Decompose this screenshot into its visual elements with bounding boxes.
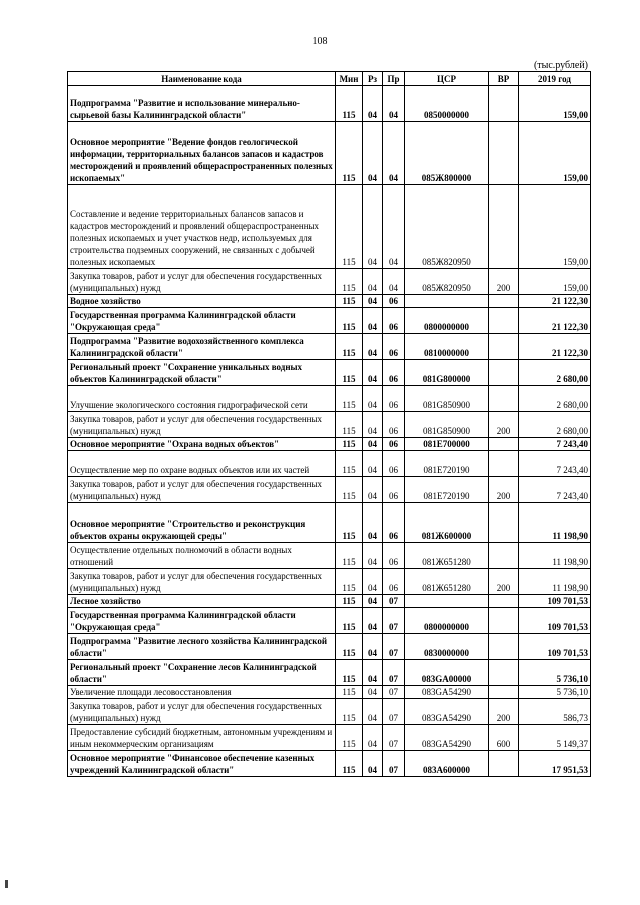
table-row (68, 295, 591, 308)
row-min: 115 (336, 699, 363, 725)
header-year: 2019 год (519, 72, 591, 86)
row-amount: 11 198,90 (519, 503, 591, 543)
row-vr (489, 308, 519, 334)
table-row (68, 122, 591, 185)
row-rz: 04 (363, 122, 383, 185)
row-amount: 2 680,00 (519, 360, 591, 386)
row-rz: 04 (363, 86, 383, 122)
row-rz: 04 (363, 438, 383, 451)
row-vr (489, 660, 519, 686)
row-name: Государственная программа Калининградской области "Окружающая среда" (68, 608, 336, 634)
row-name: Региональный проект "Сохранение уникальных водных объектов Калининградской области" (68, 360, 336, 386)
row-min: 115 (336, 438, 363, 451)
header-vr: ВР (489, 72, 519, 86)
row-rz: 04 (363, 543, 383, 569)
row-csr: 0850000000 (405, 86, 489, 122)
row-vr (489, 438, 519, 451)
row-amount: 21 122,30 (519, 295, 591, 308)
row-pr: 06 (383, 334, 405, 360)
header-csr: ЦСР (405, 72, 489, 86)
page-number: 108 (312, 36, 328, 47)
row-min: 115 (336, 360, 363, 386)
row-csr: 081Е700000 (405, 438, 489, 451)
row-csr: 081G800000 (405, 360, 489, 386)
table-row (68, 543, 591, 569)
row-vr (489, 595, 519, 608)
row-pr: 06 (383, 308, 405, 334)
row-min: 115 (336, 595, 363, 608)
row-rz: 04 (363, 295, 383, 308)
row-name: Региональный проект "Сохранение лесов Калининградской области" (68, 660, 336, 686)
row-amount: 2 680,00 (519, 386, 591, 412)
header-min: Мин (336, 72, 363, 86)
row-min: 115 (336, 477, 363, 503)
row-csr: 083GA54290 (405, 725, 489, 751)
row-min: 115 (336, 543, 363, 569)
row-csr: 083А600000 (405, 751, 489, 777)
row-amount: 7 243,40 (519, 451, 591, 477)
row-amount: 159,00 (519, 86, 591, 122)
row-rz: 04 (363, 269, 383, 295)
table-row (68, 412, 591, 438)
row-rz: 04 (363, 412, 383, 438)
row-min: 115 (336, 185, 363, 269)
row-min: 115 (336, 295, 363, 308)
row-amount: 17 951,53 (519, 751, 591, 777)
row-name: Подпрограмма "Развитие лесного хозяйства Калининградской области" (68, 634, 336, 660)
row-vr (489, 185, 519, 269)
row-rz: 04 (363, 451, 383, 477)
row-rz: 04 (363, 634, 383, 660)
row-csr (405, 295, 489, 308)
row-name: Закупка товаров, работ и услуг для обеспечения государственных (муниципальных) нужд (68, 477, 336, 503)
row-vr (489, 543, 519, 569)
row-name: Составление и ведение территориальных балансов запасов и кадастров месторождений и проявлений общераспространенных полезных ископаемых и учет участков недр, используемых для строительства подземных сооружений, не связанных с добычей полезных ископаемых (68, 185, 336, 269)
row-name: Подпрограмма "Развитие и использование минерально-сырьевой базы Калининградской области" (68, 86, 336, 122)
row-min: 115 (336, 503, 363, 543)
row-rz: 04 (363, 477, 383, 503)
row-csr: 0800000000 (405, 608, 489, 634)
row-name: Увеличение площади лесовосстановления (68, 686, 336, 699)
row-vr (489, 451, 519, 477)
row-pr: 07 (383, 595, 405, 608)
row-rz: 04 (363, 699, 383, 725)
row-name: Государственная программа Калининградской области "Окружающая среда" (68, 308, 336, 334)
scan-mark (5, 880, 8, 888)
row-vr (489, 751, 519, 777)
row-rz: 04 (363, 660, 383, 686)
row-amount: 5 149,37 (519, 725, 591, 751)
table-row (68, 451, 591, 477)
header-pr: Пр (383, 72, 405, 86)
row-name: Закупка товаров, работ и услуг для обеспечения государственных (муниципальных) нужд (68, 412, 336, 438)
row-min: 115 (336, 386, 363, 412)
row-name: Лесное хозяйство (68, 595, 336, 608)
row-pr: 04 (383, 185, 405, 269)
row-amount: 11 198,90 (519, 543, 591, 569)
row-rz: 04 (363, 569, 383, 595)
row-csr (405, 595, 489, 608)
row-amount: 109 701,53 (519, 608, 591, 634)
row-vr (489, 634, 519, 660)
row-vr: 200 (489, 269, 519, 295)
row-min: 115 (336, 634, 363, 660)
row-amount: 7 243,40 (519, 477, 591, 503)
table-row (68, 438, 591, 451)
row-min: 115 (336, 660, 363, 686)
row-name: Осуществление мер по охране водных объектов или их частей (68, 451, 336, 477)
row-rz: 04 (363, 725, 383, 751)
table-row (68, 308, 591, 334)
row-min: 115 (336, 569, 363, 595)
row-rz: 04 (363, 308, 383, 334)
row-pr: 07 (383, 699, 405, 725)
row-amount: 5 736,10 (519, 686, 591, 699)
row-min: 115 (336, 686, 363, 699)
row-csr: 081Ж651280 (405, 543, 489, 569)
row-vr (489, 122, 519, 185)
row-pr: 06 (383, 386, 405, 412)
row-min: 115 (336, 451, 363, 477)
row-min: 115 (336, 608, 363, 634)
row-pr: 06 (383, 477, 405, 503)
row-vr: 200 (489, 699, 519, 725)
table-row (68, 386, 591, 412)
row-pr: 04 (383, 86, 405, 122)
row-amount: 109 701,53 (519, 595, 591, 608)
row-amount: 159,00 (519, 269, 591, 295)
row-amount: 21 122,30 (519, 334, 591, 360)
row-csr: 0830000000 (405, 634, 489, 660)
row-amount: 7 243,40 (519, 438, 591, 451)
table-row (68, 477, 591, 503)
row-amount: 11 198,90 (519, 569, 591, 595)
row-amount: 159,00 (519, 185, 591, 269)
row-pr: 06 (383, 503, 405, 543)
row-csr: 0800000000 (405, 308, 489, 334)
units-label: (тыс.рублей) (533, 60, 588, 71)
row-rz: 04 (363, 686, 383, 699)
budget-table (67, 71, 591, 777)
row-amount: 21 122,30 (519, 308, 591, 334)
row-name: Подпрограмма "Развитие водохозяйственного комплекса Калининградской области" (68, 334, 336, 360)
row-rz: 04 (363, 360, 383, 386)
row-name: Основное мероприятие "Финансовое обеспечение казенных учреждений Калининградской области" (68, 751, 336, 777)
row-csr: 081G850900 (405, 386, 489, 412)
row-min: 115 (336, 269, 363, 295)
row-vr (489, 360, 519, 386)
row-name: Улучшение экологического состояния гидрографической сети (68, 386, 336, 412)
row-vr (489, 86, 519, 122)
row-name: Водное хозяйство (68, 295, 336, 308)
table-row (68, 595, 591, 608)
header-rz: Рз (363, 72, 383, 86)
row-csr: 083GA54290 (405, 699, 489, 725)
row-pr: 06 (383, 543, 405, 569)
row-pr: 07 (383, 725, 405, 751)
row-csr: 0810000000 (405, 334, 489, 360)
row-rz: 04 (363, 386, 383, 412)
row-name: Основное мероприятие "Ведение фондов геологической информации, территориальных балансов запасов и кадастров месторождений и проявлений общераспространенных полезных ископаемых" (68, 122, 336, 185)
row-csr: 085Ж800000 (405, 122, 489, 185)
row-pr: 04 (383, 122, 405, 185)
row-name: Закупка товаров, работ и услуг для обеспечения государственных (муниципальных) нужд (68, 569, 336, 595)
row-vr: 600 (489, 725, 519, 751)
table-row (68, 185, 591, 269)
row-amount: 2 680,00 (519, 412, 591, 438)
row-min: 115 (336, 122, 363, 185)
row-min: 115 (336, 308, 363, 334)
row-pr: 07 (383, 686, 405, 699)
row-vr (489, 386, 519, 412)
row-pr: 06 (383, 295, 405, 308)
row-vr (489, 503, 519, 543)
row-vr: 200 (489, 477, 519, 503)
table-row (68, 699, 591, 725)
table-row (68, 608, 591, 634)
row-rz: 04 (363, 503, 383, 543)
table-row (68, 660, 591, 686)
table-row (68, 86, 591, 122)
table-body (68, 86, 591, 777)
row-vr: 200 (489, 569, 519, 595)
table-row (68, 634, 591, 660)
row-name: Предоставление субсидий бюджетным, автономным учреждениям и иным некоммерческим организациям (68, 725, 336, 751)
row-pr: 07 (383, 634, 405, 660)
row-vr (489, 608, 519, 634)
row-min: 115 (336, 725, 363, 751)
row-pr: 06 (383, 569, 405, 595)
row-csr: 085Ж820950 (405, 185, 489, 269)
row-amount: 109 701,53 (519, 634, 591, 660)
row-csr: 081Ж651280 (405, 569, 489, 595)
header-name: Наименование кода (68, 72, 336, 86)
row-csr: 085Ж820950 (405, 269, 489, 295)
row-csr: 081Е720190 (405, 451, 489, 477)
table-row (68, 360, 591, 386)
table-row (68, 503, 591, 543)
row-rz: 04 (363, 185, 383, 269)
row-pr: 07 (383, 608, 405, 634)
row-rz: 04 (363, 595, 383, 608)
row-rz: 04 (363, 608, 383, 634)
row-pr: 06 (383, 438, 405, 451)
row-amount: 586,73 (519, 699, 591, 725)
table-row (68, 725, 591, 751)
table-row (68, 751, 591, 777)
row-vr: 200 (489, 412, 519, 438)
row-csr: 083GA00000 (405, 660, 489, 686)
row-pr: 06 (383, 412, 405, 438)
row-name: Основное мероприятие "Охрана водных объектов" (68, 438, 336, 451)
row-csr: 081G850900 (405, 412, 489, 438)
row-amount: 159,00 (519, 122, 591, 185)
table-row (68, 569, 591, 595)
table-row (68, 334, 591, 360)
row-vr (489, 295, 519, 308)
row-pr: 06 (383, 360, 405, 386)
row-csr: 083GA54290 (405, 686, 489, 699)
row-csr: 081Е720190 (405, 477, 489, 503)
row-name: Основное мероприятие "Строительство и реконструкция объектов охраны окружающей среды" (68, 503, 336, 543)
row-pr: 07 (383, 751, 405, 777)
row-amount: 5 736,10 (519, 660, 591, 686)
row-rz: 04 (363, 334, 383, 360)
row-name: Осуществление отдельных полномочий в области водных отношений (68, 543, 336, 569)
row-rz: 04 (363, 751, 383, 777)
row-pr: 04 (383, 269, 405, 295)
row-pr: 07 (383, 660, 405, 686)
row-min: 115 (336, 751, 363, 777)
table-row (68, 686, 591, 699)
row-vr (489, 334, 519, 360)
row-name: Закупка товаров, работ и услуг для обеспечения государственных (муниципальных) нужд (68, 269, 336, 295)
row-csr: 081Ж600000 (405, 503, 489, 543)
row-min: 115 (336, 412, 363, 438)
row-min: 115 (336, 86, 363, 122)
table-row (68, 269, 591, 295)
row-pr: 06 (383, 451, 405, 477)
row-vr (489, 686, 519, 699)
row-name: Закупка товаров, работ и услуг для обеспечения государственных (муниципальных) нужд (68, 699, 336, 725)
table-header-row (68, 72, 591, 86)
row-min: 115 (336, 334, 363, 360)
